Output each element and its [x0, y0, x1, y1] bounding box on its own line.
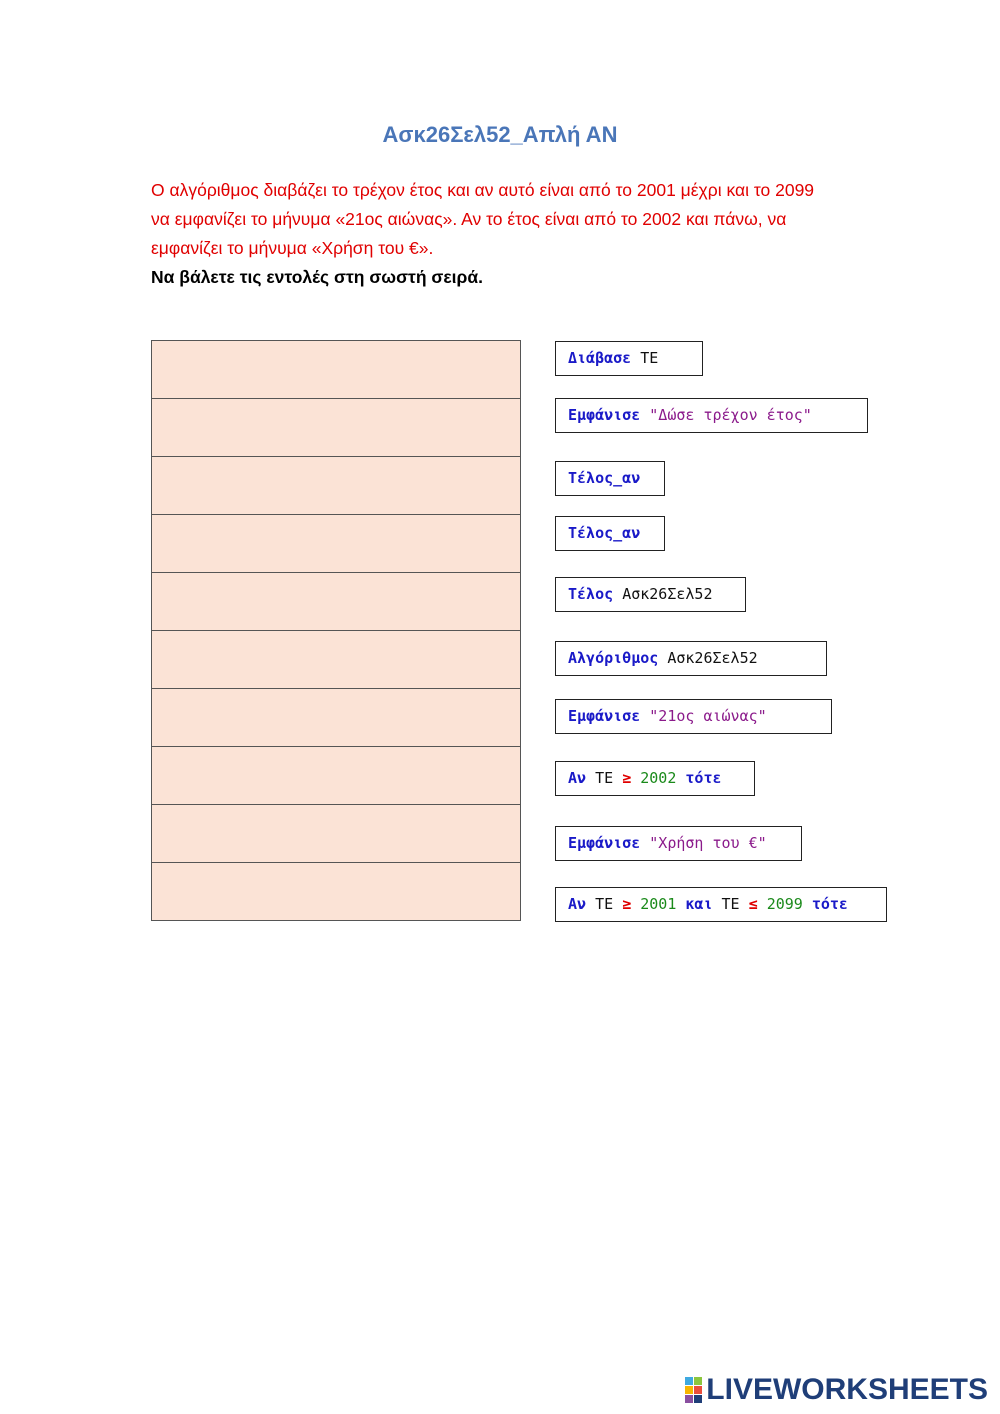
keyword: Αν [568, 769, 587, 787]
variable: ΤΕ [721, 895, 740, 913]
drag-card-read[interactable] [555, 341, 703, 376]
variable: ΤΕ [595, 769, 614, 787]
operator: ≥ [622, 895, 632, 913]
string-literal: "Χρήση του €" [649, 834, 767, 852]
liveworksheets-logo-icon [685, 1377, 702, 1403]
drag-card-if-2002[interactable] [555, 761, 755, 796]
string-literal: "21ος αιώνας" [649, 707, 767, 725]
task-statement: Να βάλετε τις εντολές στη σωστή σειρά. [151, 267, 483, 287]
answer-slot[interactable] [152, 863, 520, 921]
drag-card-end-if[interactable] [555, 516, 665, 551]
drag-card-print-century[interactable] [555, 699, 832, 734]
answer-slot[interactable] [152, 689, 520, 747]
keyword: Αν [568, 895, 587, 913]
keyword: Τέλος_αν [568, 524, 641, 542]
number: 2001 [640, 895, 677, 913]
answer-slot[interactable] [152, 805, 520, 863]
algorithm-name: Ασκ26Σελ52 [667, 649, 758, 667]
keyword: τότε [685, 769, 722, 787]
drag-card-end-if[interactable] [555, 461, 665, 496]
answer-slots [151, 340, 521, 921]
keyword: Αλγόριθμος [568, 649, 659, 667]
operator: ≥ [622, 769, 632, 787]
answer-slot[interactable] [152, 457, 520, 515]
answer-slot[interactable] [152, 573, 520, 631]
keyword: τότε [811, 895, 848, 913]
number: 2099 [766, 895, 803, 913]
answer-slot[interactable] [152, 399, 520, 457]
drag-card-prompt[interactable] [555, 398, 868, 433]
keyword: Εμφάνισε [568, 707, 641, 725]
instructions-line: Ο αλγόριθμος διαβάζει το τρέχον έτος και αν αυτό είναι από το 2001 μέχρι και το 2099 [151, 180, 815, 200]
drag-card-print-euro[interactable] [555, 826, 802, 861]
drag-card-if-range[interactable] [555, 887, 887, 922]
keyword: Εμφάνισε [568, 834, 641, 852]
keyword: Εμφάνισε [568, 406, 641, 424]
string-literal: "Δώσε τρέχον έτος" [649, 406, 812, 424]
drag-card-algorithm[interactable] [555, 641, 827, 676]
instructions-line: να εμφανίζει το μήνυμα «21ος αιώνας». Αν το έτος είναι από το 2002 και πάνω, να [151, 209, 787, 229]
drag-card-end-algorithm[interactable] [555, 577, 746, 612]
answer-slot[interactable] [152, 631, 520, 689]
keyword: Τέλος_αν [568, 469, 641, 487]
keyword: Διάβασε [568, 349, 632, 367]
algorithm-name: Ασκ26Σελ52 [622, 585, 713, 603]
answer-slot[interactable] [152, 341, 520, 399]
instructions-line: εμφανίζει το μήνυμα «Χρήση του €». [151, 238, 434, 258]
keyword: Τέλος [568, 585, 614, 603]
instructions [151, 176, 871, 263]
number: 2002 [640, 769, 677, 787]
answer-slot[interactable] [152, 515, 520, 573]
operator: ≤ [748, 895, 758, 913]
liveworksheets-logo[interactable] [685, 1374, 988, 1406]
page-title: Ασκ26Σελ52_Απλή ΑΝ [382, 122, 618, 147]
variable: ΤΕ [595, 895, 614, 913]
answer-slot[interactable] [152, 747, 520, 805]
keyword: και [685, 895, 713, 913]
variable: ΤΕ [640, 349, 659, 367]
logo-text: LIVEWORKSHEETS [706, 1373, 988, 1406]
